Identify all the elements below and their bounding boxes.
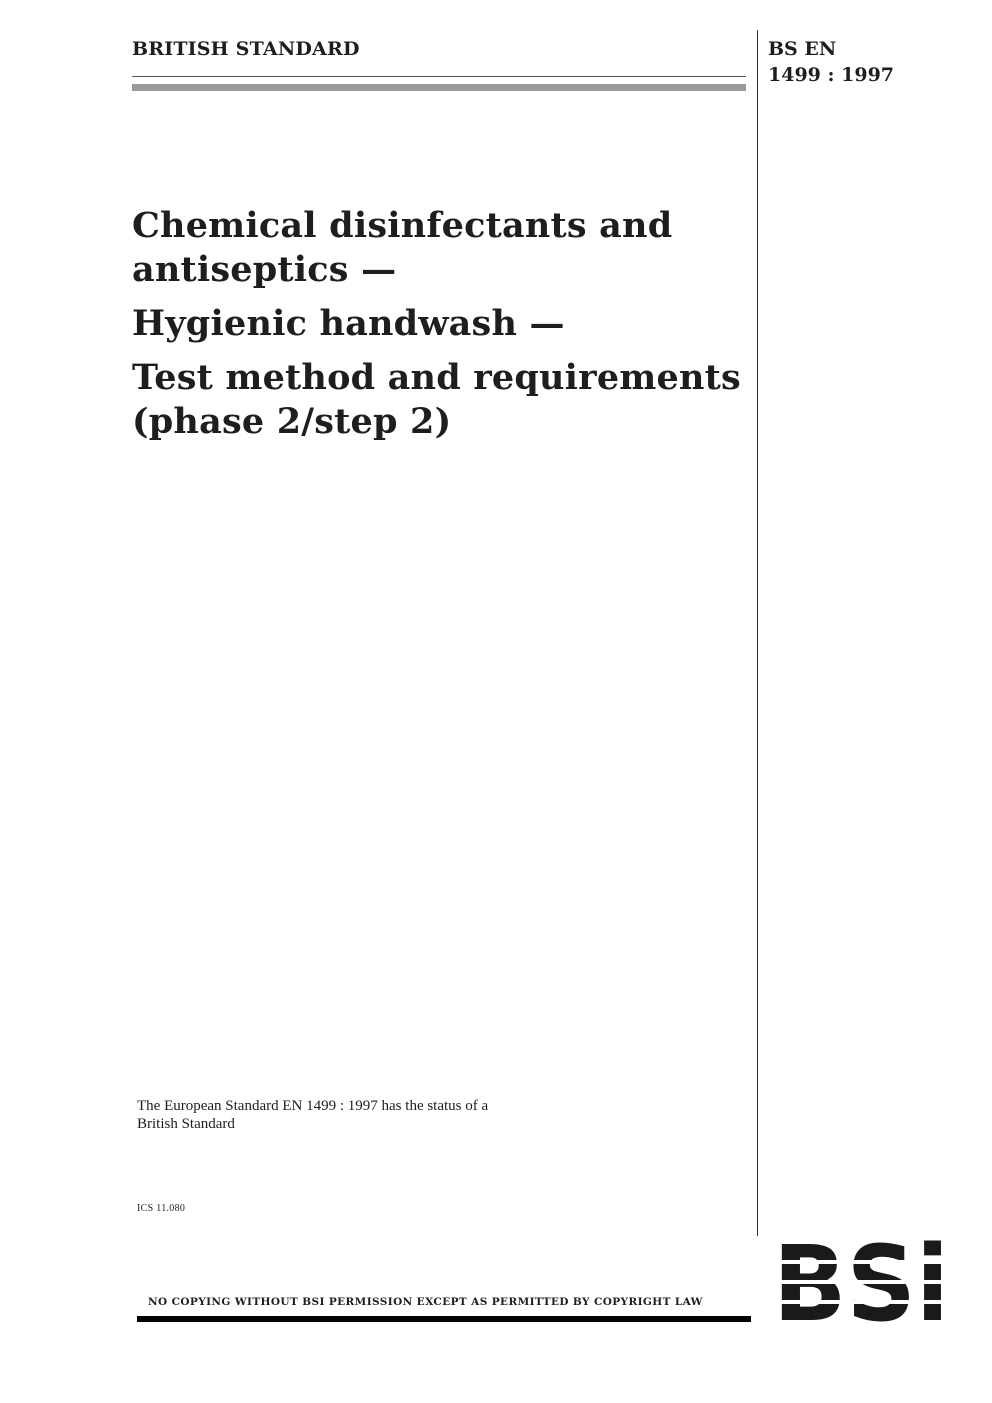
- status-statement: [137, 1097, 488, 1133]
- title-line: antiseptics —: [132, 249, 397, 290]
- status-line: The European Standard EN 1499 : 1997 has the status of a: [137, 1098, 489, 1114]
- header-bar: [132, 84, 746, 91]
- bsi-logo: [773, 1240, 949, 1324]
- ics-code: ICS 11.080: [137, 1203, 186, 1214]
- status-line: British Standard: [137, 1116, 235, 1132]
- document-number: [768, 36, 894, 88]
- title-line: Chemical disinfectants and: [132, 205, 673, 246]
- document-title: [132, 204, 752, 444]
- standard-type-label: BRITISH STANDARD: [132, 38, 360, 60]
- document-number-series: BS EN: [768, 38, 837, 60]
- title-line: Test method and requirements: [132, 357, 741, 398]
- document-number-year: 1499 : 1997: [768, 64, 895, 86]
- column-divider: [757, 30, 758, 1236]
- title-line: (phase 2/step 2): [132, 401, 452, 442]
- footer-bar: [137, 1316, 751, 1322]
- copyright-notice: NO COPYING WITHOUT BSI PERMISSION EXCEPT AS PERMITTED BY COPYRIGHT LAW: [148, 1296, 703, 1308]
- title-line: Hygienic handwash —: [132, 303, 565, 344]
- header-rule: [132, 76, 746, 77]
